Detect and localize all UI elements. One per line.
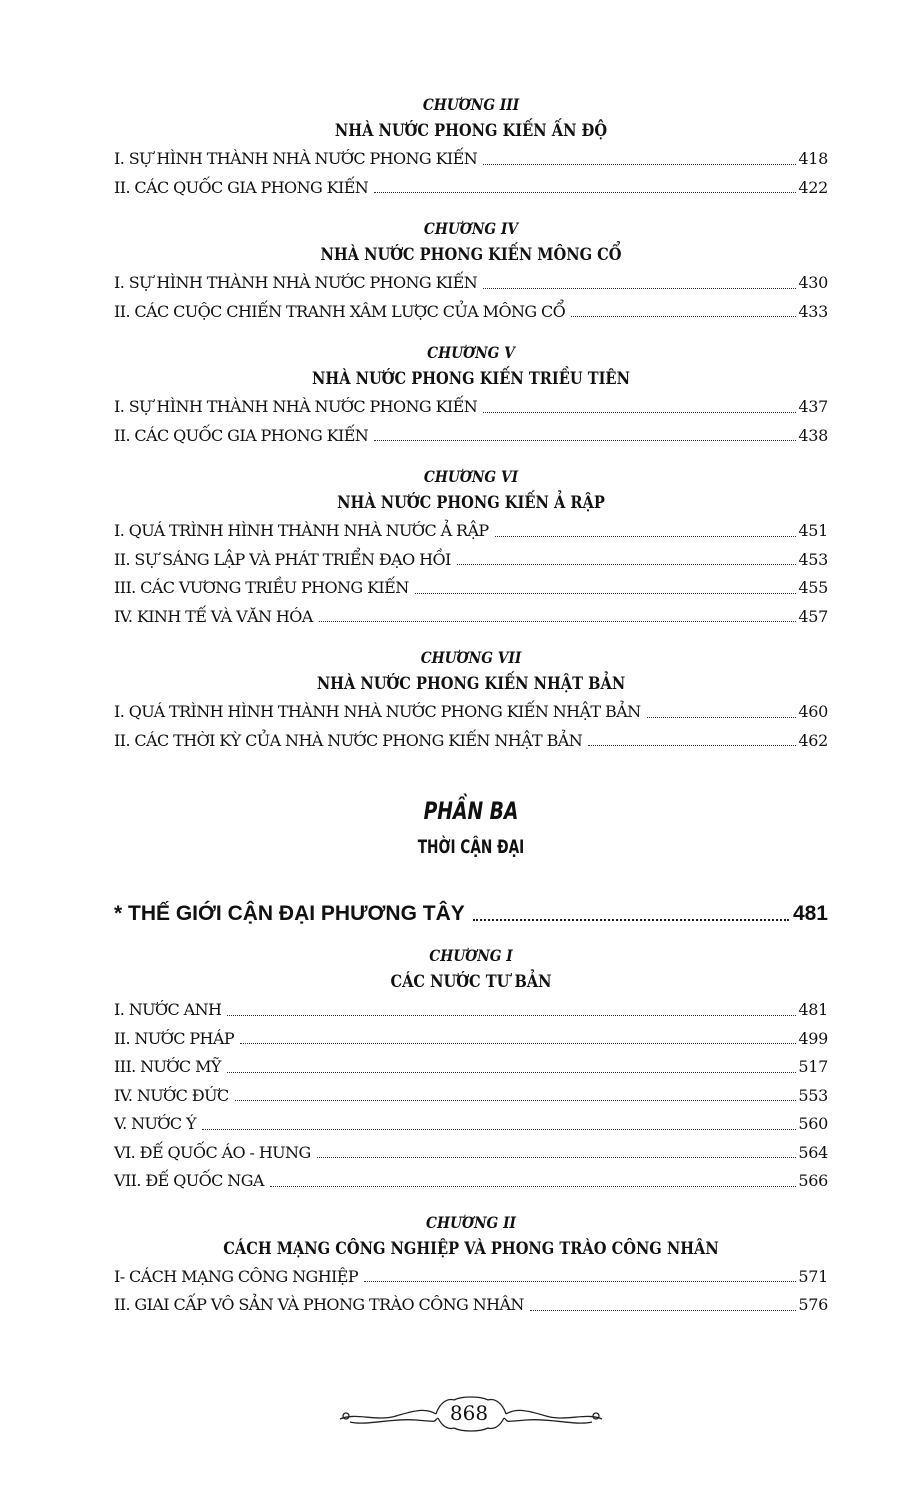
- toc-entry-title: II. NƯỚC PHÁP: [114, 1028, 234, 1048]
- toc-entry-page: 430: [798, 273, 828, 292]
- page-footer: [336, 1392, 606, 1436]
- dot-leader: [227, 1014, 796, 1016]
- toc-entry-page: 418: [798, 149, 828, 168]
- table-of-contents: [114, 92, 828, 1320]
- toc-entry-title: I. SỰ HÌNH THÀNH NHÀ NƯỚC PHONG KIẾN: [114, 273, 478, 292]
- toc-entry-title: I- CÁCH MẠNG CÔNG NGHIỆP: [114, 1266, 359, 1286]
- toc-entry[interactable]: [114, 1263, 828, 1292]
- chapter-block: [114, 92, 828, 202]
- toc-entry-page: 566: [798, 1171, 828, 1190]
- toc-entry-page: 553: [798, 1085, 828, 1105]
- toc-entry-page: 499: [798, 1028, 828, 1048]
- toc-entry-page: 460: [798, 702, 828, 721]
- chapter-title: NHÀ NƯỚC PHONG KIẾN ẤN ĐỘ: [334, 121, 608, 141]
- chapter-block: [114, 340, 828, 450]
- toc-entry[interactable]: [114, 393, 828, 422]
- dot-leader: [240, 1042, 796, 1044]
- toc-entry-title: IV. KINH TẾ VÀ VĂN HÓA: [114, 606, 313, 626]
- part-heading: [114, 793, 828, 865]
- dot-leader: [647, 716, 797, 718]
- chapter-title: CÁC NƯỚC TƯ BẢN: [390, 972, 552, 992]
- toc-entry-title: II. CÁC QUỐC GIA PHONG KIẾN: [114, 425, 369, 445]
- dot-leader: [457, 563, 797, 565]
- toc-entry-title: I. SỰ HÌNH THÀNH NHÀ NƯỚC PHONG KIẾN: [114, 149, 478, 168]
- toc-entry-page: 481: [798, 1000, 828, 1019]
- toc-entry-page: 453: [798, 549, 828, 569]
- toc-entry-title: I. NƯỚC ANH: [114, 1000, 222, 1019]
- toc-entry[interactable]: [114, 145, 828, 174]
- toc-entry[interactable]: [114, 603, 828, 632]
- toc-entry-title: II. CÁC QUỐC GIA PHONG KIẾN: [114, 177, 369, 197]
- toc-entry-page: 422: [798, 177, 828, 197]
- dot-leader: [227, 1071, 797, 1073]
- toc-entry-page: 451: [798, 521, 828, 540]
- toc-entry-page: 433: [798, 301, 828, 321]
- toc-entry[interactable]: [114, 574, 828, 603]
- toc-entry-page: 576: [798, 1295, 828, 1314]
- toc-entry[interactable]: [114, 1139, 828, 1168]
- toc-entry-title: I. QUÁ TRÌNH HÌNH THÀNH NHÀ NƯỚC PHONG KIẾN NHẬT BẢN: [114, 702, 641, 721]
- chapter-title: NHÀ NƯỚC PHONG KIẾN NHẬT BẢN: [316, 674, 626, 694]
- toc-entry[interactable]: [114, 269, 828, 298]
- toc-entry-page: 438: [798, 425, 828, 445]
- toc-entry-title: II. GIAI CẤP VÔ SẢN VÀ PHONG TRÀO CÔNG NHÂN: [114, 1295, 524, 1314]
- toc-entry-page: 437: [798, 397, 828, 416]
- dot-leader: [483, 287, 796, 289]
- toc-entry-page: 455: [798, 578, 828, 597]
- toc-entry-page: 462: [798, 730, 828, 750]
- toc-entry[interactable]: [114, 1291, 828, 1320]
- toc-entry-page: 457: [798, 606, 828, 626]
- chapter-block: [114, 216, 828, 326]
- toc-entry-page: 517: [798, 1057, 828, 1076]
- toc-entry[interactable]: [114, 1110, 828, 1139]
- dot-leader: [473, 918, 789, 921]
- chapter-label: CHƯƠNG VI: [423, 467, 519, 486]
- toc-entry[interactable]: [114, 422, 828, 451]
- toc-entry-title: I. QUÁ TRÌNH HÌNH THÀNH NHÀ NƯỚC Ả RẬP: [114, 521, 489, 540]
- part-label: PHẦN BA: [423, 797, 519, 825]
- chapter-label: CHƯƠNG II: [426, 1212, 516, 1232]
- chapter-block: [114, 943, 828, 1196]
- chapter-group-bottom: [114, 943, 828, 1320]
- toc-entry-title: III. NƯỚC MỸ: [114, 1057, 221, 1076]
- chapter-title: NHÀ NƯỚC PHONG KIẾN Ả RẬP: [337, 493, 605, 513]
- toc-entry[interactable]: [114, 298, 828, 327]
- dot-leader: [571, 315, 796, 317]
- toc-entry-title: VI. ĐẾ QUỐC ÁO - HUNG: [114, 1142, 311, 1162]
- toc-entry[interactable]: [114, 698, 828, 727]
- toc-entry-page: 560: [798, 1114, 828, 1133]
- toc-entry-title: IV. NƯỚC ĐỨC: [114, 1085, 229, 1105]
- chapter-group-top: [114, 92, 828, 755]
- chapter-title: CÁCH MẠNG CÔNG NGHIỆP VÀ PHONG TRÀO CÔNG NHÂN: [223, 1238, 719, 1259]
- dot-leader: [530, 1309, 797, 1311]
- page-number: 868: [449, 1401, 489, 1425]
- toc-entry[interactable]: [114, 1025, 828, 1054]
- section-title: * THẾ GIỚI CẬN ĐẠI PHƯƠNG TÂY: [114, 902, 465, 925]
- dot-leader: [319, 620, 797, 622]
- dot-leader: [483, 411, 796, 413]
- dot-leader: [364, 1280, 796, 1282]
- chapter-label: CHƯƠNG V: [427, 343, 515, 362]
- toc-entry[interactable]: [114, 517, 828, 546]
- dot-leader: [270, 1185, 797, 1187]
- chapter-title: NHÀ NƯỚC PHONG KIẾN MÔNG CỔ: [320, 245, 622, 265]
- toc-entry-title: V. NƯỚC Ý: [114, 1114, 197, 1133]
- toc-entry-page: 564: [798, 1142, 828, 1162]
- dot-leader: [374, 439, 796, 441]
- toc-entry[interactable]: [114, 1167, 828, 1196]
- toc-entry-title: I. SỰ HÌNH THÀNH NHÀ NƯỚC PHONG KIẾN: [114, 397, 478, 416]
- toc-entry-title: VII. ĐẾ QUỐC NGA: [114, 1171, 264, 1190]
- toc-entry-title: II. CÁC THỜI KỲ CỦA NHÀ NƯỚC PHONG KIẾN NHẬT BẢN: [114, 730, 583, 750]
- chapter-label: CHƯƠNG III: [422, 95, 520, 114]
- dot-leader: [235, 1099, 797, 1101]
- part-subtitle: THỜI CẬN ĐẠI: [417, 836, 525, 858]
- dot-leader: [202, 1128, 796, 1130]
- toc-entry[interactable]: [114, 546, 828, 575]
- toc-entry[interactable]: [114, 996, 828, 1025]
- toc-entry[interactable]: [114, 727, 828, 756]
- toc-entry-title: II. SỰ SÁNG LẬP VÀ PHÁT TRIỂN ĐẠO HỒI: [114, 549, 451, 569]
- chapter-title: NHÀ NƯỚC PHONG KIẾN TRIỀU TIÊN: [312, 369, 630, 389]
- chapter-label: CHƯƠNG IV: [423, 219, 519, 238]
- toc-entry[interactable]: [114, 174, 828, 203]
- chapter-block: [114, 1210, 828, 1320]
- dot-leader: [317, 1156, 797, 1158]
- dot-leader: [415, 592, 797, 594]
- toc-entry-title: III. CÁC VƯƠNG TRIỀU PHONG KIẾN: [114, 578, 409, 597]
- section-entry[interactable]: [114, 897, 828, 931]
- chapter-label: CHƯƠNG VII: [420, 648, 522, 667]
- chapter-label: CHƯƠNG I: [429, 946, 513, 965]
- dot-leader: [588, 744, 796, 746]
- dot-leader: [483, 163, 796, 165]
- toc-entry-page: 571: [798, 1266, 828, 1286]
- dot-leader: [495, 535, 797, 537]
- chapter-block: [114, 645, 828, 755]
- toc-entry[interactable]: [114, 1082, 828, 1111]
- chapter-block: [114, 464, 828, 631]
- dot-leader: [374, 191, 796, 193]
- section-page: 481: [792, 902, 828, 925]
- toc-entry[interactable]: [114, 1053, 828, 1082]
- toc-entry-title: II. CÁC CUỘC CHIẾN TRANH XÂM LƯỢC CỦA MÔNG CỔ: [114, 301, 566, 321]
